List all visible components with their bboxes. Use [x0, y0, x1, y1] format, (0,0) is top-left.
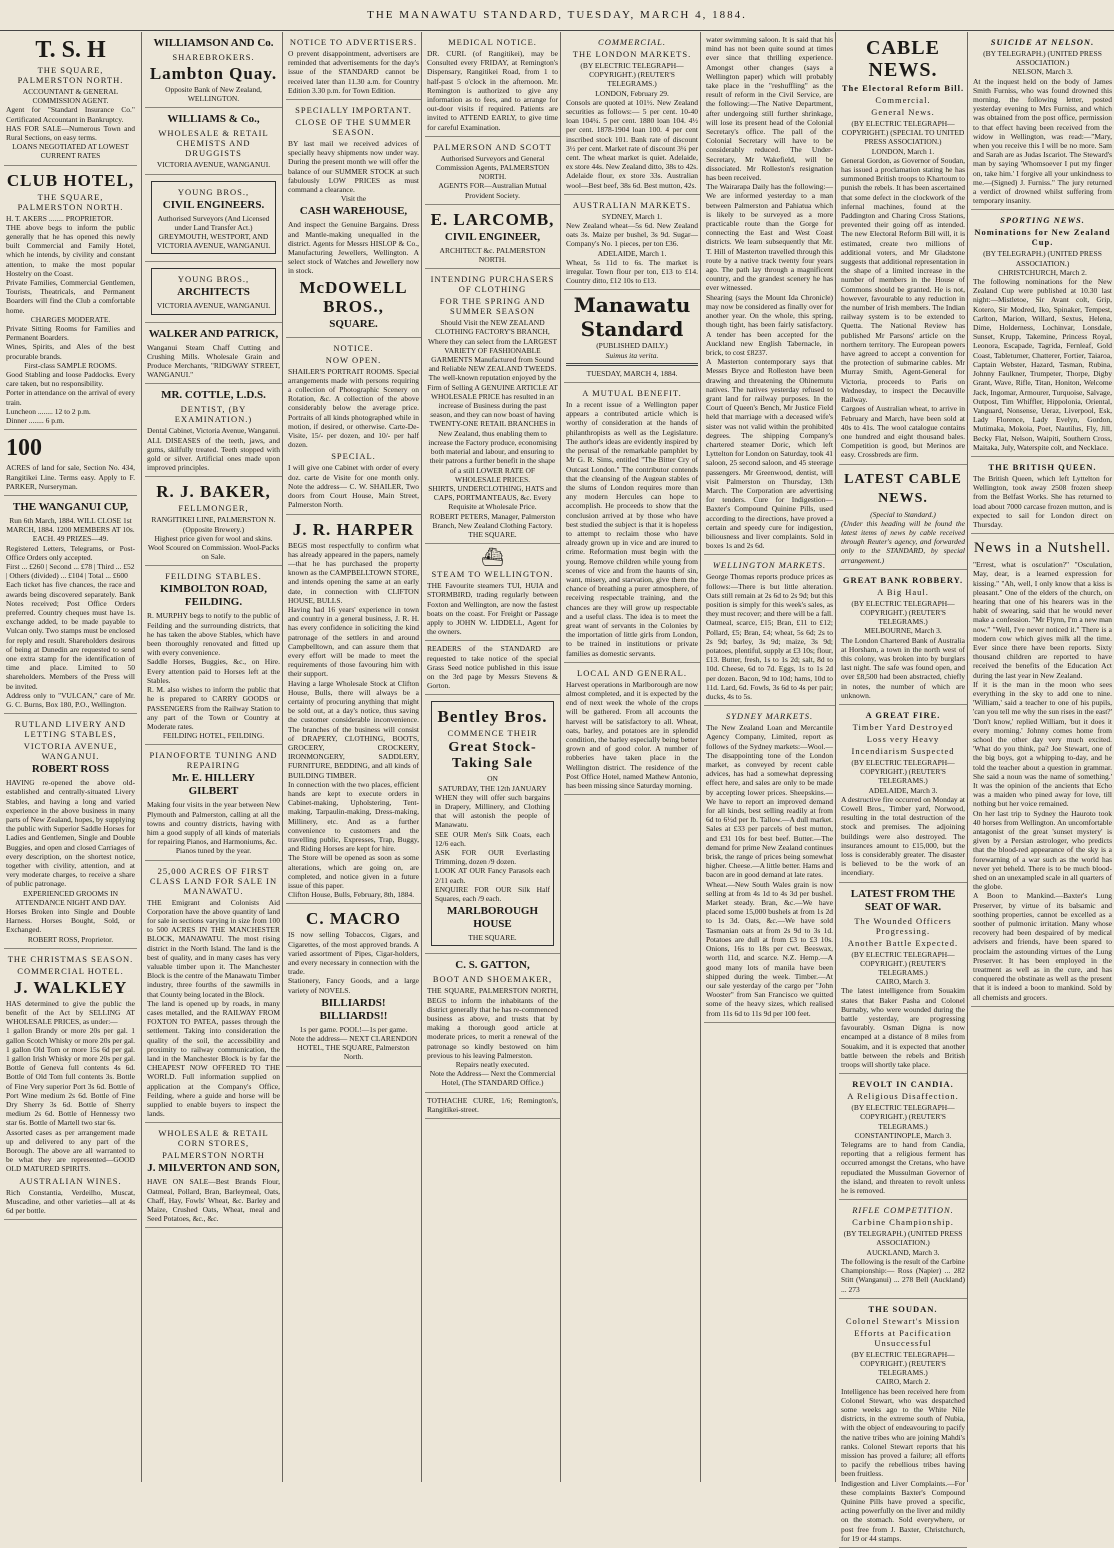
advert-body: TOTHACHE CURE, 1/6; Remington's, Rangitikei-street.: [427, 1095, 558, 1114]
advert-subtitle: THE SQUARE, PALMERSTON NORTH.: [17, 191, 124, 212]
clothing-factory-advert: [425, 269, 560, 544]
advert-title: 100: [6, 435, 42, 462]
section-title: News in a Nutshell.: [973, 540, 1112, 557]
advert-title: C. MACRO: [306, 909, 401, 929]
advert-title: NOTICE.: [333, 342, 374, 353]
advert-frame: [151, 268, 276, 314]
surveyors-advert: [425, 137, 560, 205]
harper-advert: [286, 515, 421, 905]
advert-subtitle: NOW OPEN.: [325, 354, 382, 365]
advert-title: MEDICAL NOTICE.: [448, 37, 537, 47]
column-6: [700, 32, 835, 1482]
advert-body: THE SQUARE, PALMERSTON NORTH, BEGS to inform the inhabitants of the district generally that he has re-commenced business as above, and trusts that by making a thorough good article at moderate prices, to merit a renewal of the patronage so kindly bestowed on him previous to his leaving Palmerston.: [427, 986, 558, 1060]
advert-body: HAVING re-opened the above old-established and centrally-situated Livery Stables, and having a long and varied experience in the above business in many parts of New Zealand, hopes, by supplying the public with Superior Saddle Horses for Ladies and Gentlemen, Single and Double Buggies, and open and closed Carriages of every description, on the shortest notice, together with civility, attention, and at very moderate charges, to receive a share of public patronage.: [6, 778, 135, 889]
advert-body: EXPERIENCED GROOMS IN ATTENDANCE NIGHT AND DAY.: [15, 888, 126, 907]
williamson-advert: [145, 32, 282, 108]
advert-body: Repairs neatly executed.: [455, 1060, 530, 1070]
advert-title: INTENDING PURCHASERS OF CLOTHING: [430, 274, 555, 295]
advert-proprietor: H. T. AKERS ........ PROPRIETOR.: [6, 213, 114, 223]
dateline: ADELAIDE, March 3.: [868, 785, 938, 795]
advert-title: PALMERSON AND SCOTT: [433, 141, 552, 152]
nutshell-news: [971, 534, 1114, 1007]
standard-nameplate: [564, 290, 700, 383]
advert-hours: Luncheon ........ 12 to 2 p.m.: [6, 406, 91, 416]
dateline: LONDON, February 29.: [595, 88, 669, 98]
newspaper-title: Manawatu Standard: [573, 293, 691, 342]
dateline: CAIRO, March 3.: [875, 977, 931, 987]
advert-title: SPECIALLY IMPORTANT.: [295, 105, 412, 116]
young-bros-engineers-advert: [145, 175, 282, 263]
advert-name: J. WALKLEY: [13, 977, 128, 997]
advert-title: J. R. HARPER: [292, 519, 415, 539]
advert-signature: ROBERT PETERS, Manager, Palmerston Branch, New Zealand Clothing Factory. THE SQUARE.: [429, 511, 556, 539]
advert-body: And inspect the Genuine Bargains. Dress and Mantle-making unequalled in the district. Agents for Messrs HISLOP & Co., Manufacturing Jewellers, Wellington. A select stock of Watches and Jewellery now in stock.: [288, 220, 419, 276]
advert-name: ROBERT ROSS: [31, 763, 110, 776]
advert-subtitle: COMMENCE THEIR: [447, 728, 538, 739]
advert-frame: [151, 181, 276, 255]
local-general-article: [564, 663, 700, 795]
article-body: The British Queen, which left Lyttelton for Wellington, took away 2508 frozen sheep from the Belfast Works. She has returned to load about 7000 carcase frozen mutton, and is expected to sail for London direct on Thursday.: [973, 473, 1112, 529]
advert-title: THE CHRISTMAS SEASON.: [7, 953, 134, 964]
section-subtitle: Loss very Heavy: [866, 733, 940, 744]
dateline: CAIRO, March 2.: [875, 1377, 931, 1387]
article-body: Consols are quoted at 101½. New Zealand securities as follows:— 5 per cent. 10-40 loan 104¼. 5 per cent. 1880 loan 104. 4½ per cent. 1878-1904 loan 100. 4 per cent inscribed stock 101. Bank rate of discount 3½ per cent. Market rate of discount 3¼ per cent. The wheat market is quiet. Adelaide, ex store 44s. New Zealand ditto, 38s to 42s. Adelaide flour, ex store 33s. Australian wool—Best beef, 38s 6d. Best mutton, 42s.: [566, 97, 698, 190]
advert-body: ON: [487, 774, 498, 784]
advert-body: Good Stabling and loose Paddocks. Every care taken, but no responsibility.: [6, 370, 135, 389]
article-body: A Boon to Mankind.—Baxter's Lung Preserver, by virtue of its balsamic and soothing properties, cannot be excelled as a soother of pulmonic irritation. Many whose recovery had been despaired of by medical advisers and friends, have been spared to proclaim the astounding virtues of the Lung Preserver. It has been employed in the treatment as well as in the cure, and has conquered the obstinate as well as the present that it is indeed a boon to mankind. Sold by all chemists and grocers.: [973, 891, 1112, 1002]
advert-body: Rich Constantia, Verdeilho, Muscat, Muscadine, and other varieties—all at 4s 6d per bottle.: [6, 1187, 135, 1216]
article-body: At the inquest held on the body of James Smith Furniss, who was found drowned this morning, the following letter, posted yesterday evening to Mrs Furniss, and which was obtained from the post office, permission to that effect having been received from the widow in Wellington, was read:—"Mary, when you receive this I will be no more. Sam and Sarah are as Judas Iscariot. The Steward's man by saying 'Whomsoever I put my finger on, take him.' I forgive all your unkindness to me.—(Signed) J. Furniss." The jury returned a verdict of drowned whilst suffering from temporary insanity.: [973, 76, 1112, 206]
chemists-advert: [145, 108, 282, 174]
advert-body: 1s per game. POOL!—1s per game.: [299, 1024, 408, 1034]
article-body: Wheat, 5s 11d to 6s. The market is irregular. Town flour per ton, £13 to £14. Country ditto, £12 10s to £13.: [566, 257, 698, 286]
advert-body: The Store will be opened as soon as some alterations, which are going on, are completed, and notice given in a future issue of this paper.: [288, 853, 419, 891]
medical-notice: [425, 32, 560, 137]
corn-stores-advert: [145, 1123, 282, 1228]
advert-body: I will give one Cabinet with order of every doz. carte de Visite for one month only. Note the address— C. W. SHAILER, Two doors from Court House, Main Street, Palmerston North.: [288, 463, 419, 510]
advert-subtitle: COMMERCIAL HOTEL.: [17, 965, 124, 976]
advert-body: Private Families, Commercial Gentlemen, Tourists, Theatricals, and Permanent Boarders will find the Club a comfortable home.: [6, 278, 135, 315]
advert-body: Making four visits in the year between New Plymouth and Palmerston, calling at all the towns and country districts, having with him a good supply of all kinds of materials for repairing Pianos, and Harmoniums, &c.: [147, 800, 280, 847]
advert-body: LOANS NEGOTIATED AT LOWEST CURRENT RATES: [12, 142, 129, 161]
australian-markets: [564, 195, 700, 291]
advert-frame: [431, 701, 554, 946]
fire-news: [839, 705, 967, 883]
section-title: LATEST FROM THE SEAT OF WAR.: [850, 887, 956, 913]
advert-title: MR. COTTLE, L.D.S.: [161, 389, 266, 402]
mutual-benefit-article: [564, 383, 700, 663]
dateline: CHRISTCHURCH, March 2.: [998, 267, 1087, 277]
advert-list: 1 gallon Brandy or more 20s per gal. 1 gallon Scotch Whisky or more 20s per gal. 1 gallon Old Tom or more 15s 6d per gal. 1 gallon Irish Whisky or more 20s per gal. Bottle of Geneva full contents 4s 6d. Bottle of Old Tom full contents 3s. Bottle of Fine Very superior Port 3s 6d. Bottle of Port Wine medium 2s 6d. Bottle of Fine Dry Sherry 3s 6d. Bottle of Sherry medium 2s 6d. Bottle of Hennessy two star 6s. Bottle of Martell two star 6s.: [6, 1026, 135, 1128]
toothache-advert: [425, 1093, 560, 1119]
advert-name: J. MILVERTON AND SON,: [147, 1162, 280, 1175]
dateline: MELBOURNE, March 3.: [864, 626, 942, 636]
prize-table: First ... £260 | Second ... £78 | Third ... £52 | Others (divided) ... £104 | Total ... £600: [6, 561, 135, 581]
advert-signature: THE SQUARE.: [468, 933, 517, 943]
advert-body: R. MURPHY begs to notify to the public of Feilding and the surrounding districts, that he has taken the above Stables, which have been thoroughly renovated and fitted up with every convenience.: [147, 611, 280, 658]
section-subtitle: Nominations for New Zealand Cup.: [974, 227, 1111, 248]
land-sale-advert: [4, 430, 137, 496]
advert-body: Visit the: [340, 194, 367, 204]
motto: Suimus ita verita.: [605, 350, 659, 360]
article-body: The London Chartered Bank of Australia at Horsham, a town in the north west of this colony, was broken into by burglars last night. The safe was found open, and over £8,500 had been abstracted, chiefly in notes, the number of which are unknown.: [841, 635, 965, 700]
advert-subtitle: KIMBOLTON ROAD, FEILDING.: [160, 583, 267, 609]
advert-title: C. S. GATTON,: [455, 959, 530, 972]
section-subtitle: General News.: [871, 107, 935, 117]
article-body: The New Zealand Loan and Mercantile Agency Company, Limited, report as follows of the Sydney markets:—Wool.—The disappointing tone of the London market, as conveyed by recent cable advices, has had a somewhat depressing effect here, and sales are only to be made by accepting lower prices. Sheepskins.—We have to report an improved demand for all kinds, best selling readily at from 6d to 6½d per lb. Tallow.—A dull market. Sales at £33 per parcels of best mutton, and £31 10s for best beef. Butter.—The demand for prime New Zealand continues brisk, the range of prices being somewhat higher. Cheese.—A little better. Hams and bacon are in good demand at late rates.: [706, 723, 833, 880]
column-4: [421, 32, 560, 1482]
candia-news: [839, 1074, 967, 1200]
advert-signature: Note the address— NEXT CLARENDON HOTEL, THE SQUARE, Palmerston North.: [289, 1034, 418, 1062]
advert-name: Great Stock-Taking Sale: [448, 740, 537, 772]
advert-body: The well-known reputation enjoyed by the Firm of Selling A GENUINE ARTICLE AT WHOLESALE PRICE has resulted in an increase of Business during the past season, and they can now boast of having TWENTY-ONE RETAIL BRANCHES in New Zealand, thus enabling them to increase the Factory produce, economising both material and labour, and ensuring to their patrons a further benefit in the shape of a still LOWER RATE OF WHOLESALE PRICES.: [427, 373, 558, 484]
advert-body: R. M. also wishes to inform the public that he is prepared to CARRY GOODS or PASSENGERS from the Railway Station to any part of the Town or Country at Moderate rates.: [147, 685, 280, 731]
section-title: SPORTING NEWS.: [1000, 215, 1085, 226]
british-queen-news: [971, 457, 1114, 534]
manchester-block-advert: [145, 861, 282, 1124]
advert-title: E. LARCOMB,: [430, 209, 555, 229]
advert-body: BEGS most respectfully to confirm what has already appeared in the papers, namely—that he has purchased the property known as the CAMPBELLTOWN STORE, and intends opening the same at an early date, in connection with CLIFTON HOUSE, BULLS.: [288, 540, 419, 605]
advert-name: Mr. E. HILLERY GILBERT: [172, 772, 255, 798]
advert-body: THE above begs to inform the public generally that he has opened this newly built Commercial and Family Hotel, which he intends, by civility and constant attention, to make the most popular Hostelry on the Coast.: [6, 222, 135, 278]
issue-date: TUESDAY, MARCH 4, 1884.: [586, 368, 678, 378]
advert-title: Bentley Bros.: [437, 707, 548, 727]
advert-signature: SQUARE.: [329, 317, 378, 330]
article-body: Harvest operations in Marlborough are now almost completed, and it is expected by the end of next week the whole of the crops will be gathered. From all accounts the harvest will be satisfactory to all. Wheat, oats, barley, and potatoes are in splendid condition, the barley especially being better grown and of good color. A number of robberies have taken place in the Wellington district. The residence of the Post Office Hotel, named Mathew Antonio, has been missing since Saturday morning.: [566, 679, 698, 790]
advert-title: 25,000 ACRES OF FIRST CLASS LAND FOR SALE IN MANAWATU.: [149, 865, 278, 896]
column-2: [141, 32, 282, 1482]
article-body: On her last trip to Sydney the Hauroto took 40 horses from Wellington. An uncomfortable antagonist of the great 'sunset mystery' is given by a Persian astrologer, who predicts that the blood-red appearance of the sky is a forewarning of a war such as the world has never yet beheld. There is to be much blood-shed on an unexampled scale in all quarters of the globe.: [973, 808, 1112, 892]
section-subtitle: Colonel Stewart's Mission: [845, 1315, 961, 1326]
advert-signature: McDOWELL BROS.,: [299, 277, 408, 316]
advert-body: AGENTS FOR—Australian Mutual Provident Society.: [438, 181, 547, 200]
bank-robbery-news: [839, 570, 967, 705]
advert-title: STEAM TO WELLINGTON.: [431, 569, 554, 580]
notice-to-advertisers: [286, 32, 421, 100]
telegram-source: (BY ELECTRIC TELEGRAPH—COPYRIGHT.) (REUTER'S TELEGRAMS.): [851, 598, 955, 627]
section-title: LATEST CABLE NEWS.: [844, 471, 962, 506]
telegram-source: (BY ELECTRIC TELEGRAPH—COPYRIGHT.) (REUTER'S TELEGRAMS.): [851, 1103, 955, 1131]
latest-cable-news: [839, 465, 967, 570]
article-body: The latest intelligence from Souakim states that Baker Pasha and Colonel Burnaby, who were wounded during the battle yesterday, are progressing favourably. Osman Digna is now encamped at a distance of 8 miles from Souakim, and it is expected that another battle between the rebels and British troops will shortly take place.: [841, 986, 965, 1070]
club-hotel-advert: [4, 166, 137, 431]
advert-signature: Clifton House, Bulls, February, 8th, 1884.: [288, 890, 415, 900]
column-7: [835, 32, 967, 1543]
london-markets: [564, 32, 700, 195]
advert-title: NOTICE TO ADVERTISERS.: [289, 37, 418, 47]
advert-body: LOOK AT OUR Fancy Parasols each 2/11 each.: [435, 866, 550, 885]
soudan-news: [839, 1299, 967, 1548]
dateline: CONSTANTINOPLE, March 3.: [854, 1130, 952, 1140]
section-subtitle: THE LONDON MARKETS.: [572, 49, 692, 59]
advert-body: O prevent disappointment, advertisers are reminded that advertisements for the day's issue of the STANDARD cannot be received later than 11.30 a.m. for Country Edition 3.30 p.m. for Town Edition.: [288, 49, 419, 95]
advert-body: HAVE ON SALE—Best Brands Flour, Oatmeal, Pollard, Bran, Barleymeal, Oats, Chaff, Hay, Fowls' Wheat, &c. Barley and Maize, Crushed Oats, Wheat, meal and Seed Potatoes, &c., &c.: [147, 1177, 280, 1224]
advert-body: Porter in attendance on the arrival of every train.: [6, 388, 135, 407]
accountant-advert: [4, 32, 137, 166]
advert-body: Private Sitting Rooms for Families and Permanent Boarders.: [6, 324, 135, 343]
advert-subtitle: FOR THE SPRING AND SUMMER SEASON: [439, 296, 546, 317]
article-body: General Gordon, as Governor of Soudan, has issued a proclamation stating he has summoned British troops to Khartoum to punish the rebels. It has been ascertained that some defect in the clockwork of the infernal machines, found at the Paddington and Charing Cross Stations, prevented their going off as intended. The new Electoral Reform Bill will, it is estimated, create two millions of additional voters, and Mr Gladstone suggests that additional representation in the shape of a limited increase in the number of members in the House of Commons should be granted. He is not, however, favourable to any reduction in the number of Irish members. The Indian railway system is to be extended to Quetta. The National Review has published Mr Parsons' article on the northern territory. The European powers have agreed to accept a convention for the protection of submarine cables. Mr Murray Smith, Agent-General for Victoria, proceeds to Paris on Wednesday, to inspect the Decauville Railway.: [841, 155, 965, 405]
advert-title: FEILDING STABLES.: [165, 571, 262, 582]
advert-body: ASK FOR OUR Everlasting Trimming, dozen /9 dozen.: [435, 847, 550, 867]
livery-stables-advert: [4, 714, 137, 949]
advert-body: Dental Cabinet, Victoria Avenue, Wanganui. ALL DISEASES of the teeth, jaws, and gums, skilfully treated. Teeth stopped with gold or silver. Artificial ones made upon improved principles.: [147, 426, 280, 473]
fellmonger-advert: [145, 477, 282, 566]
article-body: "Errest, what is osculation?" "Osculation, May, dear, is a learned expression for kissing." "Ah, well, I only know that a kiss is pleasant." One of the elders of the church, on hearing that one of his hearers was in the habit of swearing, said that he would never make a confession. "Mr Flynn, I'm a new man now." "Well, I've never noticed it." There is a modern cow which gives milk all the time. Ever since there have been reports. Sixty thousand children are reported to have received the benefits of the Education Act during the last year in New Zealand.: [973, 560, 1112, 680]
section-subtitle: A Religious Disaffection.: [847, 1091, 959, 1102]
advert-title: THE WANGANUI CUP,: [12, 500, 129, 513]
advert-body: HAS determined to give the public the benefit of the Act by SELLING AT WHOLESALE PRICES, as under:—: [6, 998, 135, 1027]
advert-body: Saddle Horses, Buggies, &c., on Hire. Every attention paid to Horses left at the Stables.: [147, 657, 280, 685]
advert-body: In connection with the two places, efficient hands are kept to execute orders in Cabinet-making, Upholstering, Tent-making, Tarpaulin-making, Dress-making, Millinery, etc. And as a further convenience to customers and the travelling public, Expresses, Trap, Buggy, and Riding Horses are kept for hire.: [288, 779, 419, 854]
advert-body: READERS of the STANDARD are requested to take notice of the special Grass Seed notice published in this issue on the 3rd page by Messrs Stevens & Gorton.: [427, 644, 558, 691]
advert-subtitle: AUSTRALIAN WINES.: [19, 1175, 122, 1186]
section-subtitle: Efforts at Pacification Unsuccessful: [854, 1327, 952, 1348]
advert-name: Lambton Quay.: [149, 64, 278, 83]
article-body: Indigestion and Liver Complaints.—For these complaints Baxter's Compound Quinine Pills have proved a specific, acting powerfully on the liver and mildly on the stomach. Sold everywhere, or post free from J. Baxter, Christchurch, for 19 or 44 stamps.: [841, 1478, 965, 1543]
article-title: A MUTUAL BENEFIT.: [582, 388, 682, 399]
advert-subtitle: ARCHITECTS: [177, 286, 250, 299]
advert-body: Wool Scoured on Commission. Wool-Packs on Sale.: [147, 543, 280, 562]
column-5: [560, 32, 700, 1482]
section-title: SUICIDE AT NELSON.: [990, 37, 1095, 47]
section-subtitle: Carbine Championship.: [852, 1217, 954, 1228]
war-news: [839, 883, 967, 1075]
telegram-source: (BY ELECTRIC TELEGRAPH—COPYRIGHT.) (REUTER'S TELEGRAMS.): [851, 757, 955, 786]
advert-body: ARCHITECT &c. PALMERSTON NORTH.: [439, 245, 546, 265]
advert-body: VICTORIA AVENUE, WANGANUI.: [156, 301, 271, 311]
advert-title: YOUNG BROS.,: [177, 274, 250, 285]
advert-title: PIANOFORTE TUNING AND REPAIRING: [149, 750, 278, 771]
advert-body: ENQUIRE FOR OUR Silk Half Squares, each /9 each.: [435, 884, 550, 903]
cash-warehouse-advert: [286, 100, 421, 338]
gatton-advert: [425, 954, 560, 1092]
dateline: LONDON, March 1.: [871, 146, 935, 156]
advert-title: T. S. H: [35, 37, 106, 63]
section-title: SYDNEY MARKETS.: [725, 711, 814, 722]
advert-signature: FEILDING HOTEL, FEILDING.: [162, 731, 265, 741]
advert-subtitle: SPECIAL.: [331, 451, 376, 462]
steam-advert: [425, 544, 560, 641]
section-title: GREAT BANK ROBBERY.: [842, 574, 964, 585]
section-title: COMMERCIAL.: [598, 37, 666, 47]
advert-body: Each ticket has five chances, the race and awards being discovered separately. Bank Notes received; Post Office Orders preferred. Country cheques must have 1s. exchange added, to be made payable to Vulcan only. Two stamps must be enclosed for reply and result. Shareholders desirous of being at Dunedin are requested to send one extra stamp for the identification of time and place. Limited to 50 shareholders. Members of the Press will be invited.: [6, 580, 136, 691]
article-body: Wheat.—New South Wales grain is now selling at from 4s 1d to 4s 3d per bushel. Market steady. Bran, &c.—We have placed some 15,000 bushels at from 1s 2d to 1s 3d. Oats, &c.—We have sold Tasmanian oats at from 2s 9d to 3s 1d. Potatoes are dull at from £3 to £3 10s. Onions, 16s to 18s per cwt. Beeswax, worth 11d, and scarce. N.Z. Hemp.—A good many lots of manila have been shipped during the week. Timber.—At our sale yesterday of the cargo per "John Wooster" from San Francisco we quitted some of the heavy sizes, which realised from 11s 6d to 11s 9d per 100 feet.: [706, 879, 833, 1018]
advert-subtitle: VICTORIA AVENUE, WANGANUI.: [23, 741, 118, 762]
dateline: ADELAIDE, March 1.: [597, 248, 667, 258]
advert-rooms: First-class SAMPLE ROOMS.: [24, 360, 117, 370]
divider: [566, 363, 698, 366]
advert-title: RUTLAND LIVERY AND LETTING STABLES,: [14, 719, 127, 740]
advert-body: ACRES of land for sale, Section No. 434, Rangitikei Line. Terms easy. Apply to F. PARKER, Nurseryman.: [6, 463, 135, 491]
column-1: [4, 32, 137, 1482]
advert-subtitle: THE SQUARE, PALMERSTON NORTH.: [17, 65, 124, 85]
advert-body: Pianos tuned by the year.: [175, 846, 252, 856]
advert-body: Stationery, Fancy Goods, and a large variety of NOVELS.: [288, 976, 419, 995]
wanganui-cup-advert: [4, 496, 137, 714]
advert-subtitle: FELLMONGER,: [178, 503, 249, 514]
page-masthead: THE MANAWATU STANDARD, TUESDAY, MARCH 4, 1884.: [0, 0, 1114, 31]
article-body: If it is the man in the moon who sees everything in the sky to add one to nine. 'William,' said a teacher to one of his pupils, 'can you tell me why the sun rises in the east?' 'Don't know,' replied William, 'but it does it every morning.' Johnny comes home from school the other day very much excited. 'What do you think, pa? Joe Stewart, one of the big boys, got a whipping to-day, and he told the teacher about a question in grammar. She said a noun was the name of something.' It was the opinion of the ancients that Echo was a maiden who pined away for love, till nothing but her voice remained.: [973, 679, 1112, 809]
advert-subtitle: BOOT AND SHOEMAKER,: [432, 974, 553, 985]
section-subtitle: The Electoral Reform Bill.: [841, 83, 965, 93]
telegram-source: (BY ELECTRIC TELEGRAPH—COPYRIGHT.) (SPECIAL TO UNITED PRESS ASSOCIATION.): [841, 119, 965, 147]
article-body: In a recent issue of a Wellington paper appears a contributed article which is worthy of consideration at the hands of philanthropists as well as the Legislature. The author's ideas are evidently inspired by the perusal of the remarkable pamphlet by Mr G. R. Sims, entitled "The Bitter Cry of Outcast London." The contributor contends that the cleansing of the Augean stables of the slums of London requires more than any modern Hercules can hope to accomplish. He proceeds to show that the conclusion arrived at by those who have best studied the subject is that it is hopeless to attempt to reclaim those who have already grown up in vice and are inured to crime. Reformation must begin with the young. Remove children while young from scenes of vice and from the haunts of sin, want, misery, and starvation, give them the chance of breathing a purer atmosphere, of receiving respectable training, and the chances are they will grow up respectable and a useful class. The idea is to meet the great want of servants in the Colonies by the importation of little girls from London, to be trained in institutions or private families as domestic servants.: [566, 400, 698, 658]
section-subtitle: Commercial.: [875, 95, 931, 105]
telegram-source: (BY ELECTRIC TELEGRAPH—COPYRIGHT.) (REUTER'S TELEGRAMS.): [851, 1349, 955, 1378]
telegram-source: (BY TELEGRAPH.) (UNITED PRESS ASSOCIATION.): [983, 249, 1102, 268]
advert-body: Horses Broken into Single and Double Harness. Horses Bought, Sold, or Exchanged.: [6, 907, 135, 935]
article-body: Intelligence has been received here from Colonel Stewart, who was despatched some weeks ago to the White Nile districts, in the extreme south of Nubia, with the object of endeavouring to pacify the native tribes who are joining Mahdi's ranks. Colonel Stewart reports that his mission has proved a failure; all efforts to pacify the rebellious tribes having been fruitless.: [841, 1386, 965, 1479]
section-title: CABLE NEWS.: [866, 37, 940, 81]
article-body: The following nominations for the New Zealand Cup were published at 10.30 last night:—Mistletoe, Sir Avant colt, Grip, Kotero, Sir Modred, Iko, Spinaker, Tempest, Carlton, Marion, Willard, Sextus, Helena, Dime, Holderness, Lochinvar, Lonsdale, Sunset, Krupp, Takemine, Princess Royal, Leonora, Escapade, Tagrida, Fernleaf, Gold Coast, Tableturner, Chatterer, Fortier, Taiaroa, Captain Webster, Hazard, Tasman, Rubina, Johnny Faulkner, Trumpeter, Thorpe, Digby Grant, Wave, Rifle, Titan, Honiton, Welcome Jack, Ingomar, Armourer, Turquoise, Salvage, Outpost, Tim Whiffler, Hippolonia, Oriental, Vanguard, Nonsense, Ueraz, Liverpool, Esk, Lady Florence, Lady Evelyn, Gordon, Mutimaka, Mokoia, Poet, Nautilus, Fly, Jill, Becky Flat, Nelson, Waipiti, Southern Cross, Maitaka, July, Waterspite colt, and Necklace.: [973, 277, 1112, 452]
advert-body: Authorised Surveyors and General Commission Agents, PALMERSTON NORTH.: [435, 153, 550, 182]
advert-title: CLUB HOTEL,: [6, 170, 135, 190]
section-title: THE SOUDAN.: [868, 1303, 938, 1314]
article-body: Shearing (says the Mount Ida Chronicle) may now be considered as finally over for another year. On the whole, this spring, though tight, has been fairly satisfactory. A tender has been accepted for the Auckland new English Tabernacle, in brick, to cost £8237.: [706, 292, 833, 357]
column-8: [967, 32, 1114, 1482]
macro-advert: [286, 904, 421, 1066]
telegram-source: (BY TELEGRAPH.) (UNITED PRESS ASSOCIATION.): [843, 1229, 963, 1248]
advert-body: RANGITIKEI LINE, PALMERSTON N. (Opposite Brewery.): [151, 515, 276, 534]
wellington-markets: [704, 555, 835, 706]
advert-subtitle: WHOLESALE & RETAIL CHEMISTS AND DRUGGISTS: [158, 128, 269, 159]
section-subtitle: (Special to Standard.): [870, 509, 936, 519]
piano-tuning-advert: [145, 745, 282, 860]
dentist-advert: [145, 384, 282, 477]
suicide-news: [971, 32, 1114, 210]
advert-body: WHEN they will offer such bargains in Drapery, Millinery, and Clothing that will astonish the people of Manawatu.: [435, 792, 550, 830]
advert-body: THE Favourite steamers TUI, HUIA and STORMBIRD, trading regularly between Foxton and Wellington, are now the fastest boats on the coast. For Freight or Passage apply to JOHN W. LIDDELL, Agent for the owners.: [427, 581, 558, 637]
article-body: A destructive fire occurred on Monday at Cowell Bros., Timber yard, Norwood, resulting in the total destruction of the stock and premises. The adjoining buildings were also destroyed. The insurances amount to £15,000, but the loss is considerably greater. The disaster is believed to be the work of an incendiary.: [841, 794, 965, 878]
advert-body: SEE OUR Men's Silk Coats, each 12/6 each.: [435, 829, 550, 848]
advert-subtitle: SHAREBROKERS.: [172, 52, 255, 62]
telegram-source: (BY TELEGRAPH.) (UNITED PRESS ASSOCIATION.): [983, 49, 1102, 68]
article-body: New Zealand wheat—5s 6d. New Zealand oats 3s. Maize per bushel, 3s 9d. Sugar—Company's No. 1 pieces, per ton £36.: [566, 221, 698, 249]
advert-body: Wines, Spirits, and Ales of the best procurable brands.: [6, 342, 135, 361]
article-body: Cargoes of Australian wheat, to arrive in February and March, have been sold at 40s to 41s. The wool catalogue contains one hundred and eight thousand bales. Competition is good, but Merinos are easy. Crossbreds are firm.: [841, 404, 965, 460]
article-body: The following is the result of the Carbine Championship:— Ross (Napier) ... 282 Stitt (Wanganui) ... 278 Bell (Auckland) ... 273: [841, 1256, 965, 1294]
advert-body: SHIRTS, UNDERCLOTHING, HATS and CAPS, PORTMANTEAUS, &c. Every Requisite at Wholesale Price.: [428, 483, 557, 512]
section-subtitle: Incendiarism Suspected: [851, 745, 955, 756]
advert-body: IS now selling Tobaccos, Cigars, and Cigarettes, of the most approved brands. A varied assortment of Pipes, Cigar-holders, and every necessary in connection with the trade.: [288, 930, 419, 977]
feilding-stables-advert: [145, 566, 282, 745]
advert-title: WHOLESALE & RETAIL CORN STORES,: [158, 1128, 269, 1149]
advert-name: CASH WAREHOUSE,: [299, 205, 408, 218]
dateline: NELSON, March 3.: [1012, 67, 1073, 77]
column-3: [282, 32, 421, 1482]
article-body: The Wairarapa Daily has the following:—We are informed yesterday to a man between Palmerston and Pahiatua which is likely to be surveyed as a more practicable route than the Gorge for connecting the East and West Coast districts. We learn subsequently that Mr. T. Hill of Masterton travelled through this route by a native track twenty four years ago. The path lay through a magnificent country, and the grandest scenery he has ever witnessed.: [706, 182, 833, 293]
advert-title: R. J. BAKER,: [156, 482, 271, 502]
article-body: George Thomas reports produce prices as follows:—There is but little alteration. Oats still remain at 2s 6d to 2s 9d; but this position is simply for this week's sales, as they must recover; and there will be a fall. Oatmeal, scarce, £15; Bran, £11 to £12; Pollard, £5; Bran, £4; wheat, 5s 6d; 2s to 2s 9d; barley, 3s 9d; maize, 3s 9d; potatoes, plentiful, supply at £3 10s; flour, £13. Butter, fresh, 1s to 1s 2d; salt, 8d to 10d. Cheese, 6d to 7d. Eggs, 1s to 1s 2d per dozen. Bacon, 9d to 10d; hams, 10d to 11d. Lard, 6d. Fowls, 3s 6d to 4s per pair; ducks, 4s to 5s.: [706, 572, 833, 702]
advert-body: BY last mail we received advices of specially heavy shipments now under way. During the present month we will offer the balance of our SUMMER STOCK at such fabulously LOW PRICES as must command a clearance.: [288, 139, 419, 195]
section-title: A GREAT FIRE.: [865, 709, 941, 720]
telegram-source: (BY ELECTRIC TELEGRAPH—COPYRIGHT.) (REUTER'S TELEGRAMS.): [580, 61, 684, 89]
advert-body: Having a large Wholesale Stock at Clifton House, Bulls, there will always be a certainty of procuring anything that might be sold out, at a day's notice, thus saving the customer considerable inconvenience. The branches of the business will consist of DRAPERY, CLOTHING, BOOTS, GROCERY, CROCKERY, IRONMONGERY, SADDLERY, FURNITURE, BEDDING, and all kinds of BUILDING TIMBER.: [288, 678, 419, 780]
commercial-hotel-advert: [4, 949, 137, 1220]
advert-date: SATURDAY, THE 12th JANUARY: [438, 783, 547, 793]
advert-address: Address only to "VULCAN," care of Mr. G. C. Burns, Box 180, P.O., Wellington.: [6, 690, 135, 709]
article-title: LOCAL AND GENERAL.: [577, 667, 687, 678]
publication-note: (PUBLISHED DAILY.): [596, 341, 668, 351]
advert-signature: MARLBOROUGH HOUSE: [446, 905, 539, 931]
advert-body: Having had 16 years' experience in town and country in a general business, J. R. H. has every confidence in soliciting the kind patronage of the settlers in and around Campbelltown, and can assure them that every effort will be made to meet the requirements of those favouring him with their support.: [288, 604, 419, 679]
advert-body: Wanganui Steam Chaff Cutting and Crushing Mills. Wholesale Grain and Produce Merchants, "RIDGWAY STREET, WANGANUI.": [147, 342, 280, 380]
advert-body: THE Emigrant and Colonists Aid Corporation have the above quantity of land for sale in sections varying in size from 100 to 500 ACRES IN THE MANCHESTER BLOCK, MANAWATU. The most rising district in the North Island. The land is the best of quality, and in many cases has very valuable timber upon it. The Manchester Block is the centre of the Manawatu Timber industry, three fourths of the sawmills in that County being located in the Block.: [147, 897, 280, 999]
article-body: (Under this heading will be found the latest items of news by cable received through Reuter's agency, and forwarded only to the STANDARD, by special arrangement.): [841, 518, 965, 565]
steamer-icon: ⛴: [481, 547, 504, 568]
section-title: REVOLT IN CANDIA.: [852, 1079, 954, 1090]
section-subtitle: Timber Yard Destroyed: [852, 721, 954, 732]
advert-subtitle: PALMERSTON NORTH: [162, 1150, 265, 1161]
advert-title: YOUNG BROS.,: [177, 186, 250, 197]
advert-body: SHAILER'S PORTRAIT ROOMS. Special arrangements made with persons requiring a collection of Photographic Scenery on Rotation, &c. A collection of the above considerably below the average price. Portraits of all kinds photographed while in motion, if desired, or otherwise. Carte-De-Visite, 15/- per dozen, and 10/- per half dozen.: [288, 366, 419, 450]
bentley-bros-advert: [425, 695, 560, 954]
advert-title: WILLIAMS & Co.,: [167, 113, 260, 126]
general-news-continued: [704, 32, 835, 555]
section-title: WELLINGTON MARKETS.: [712, 560, 827, 571]
advert-body: Agent for "Standard Insurance Co." Certificated Accountant in Bankruptcy.: [6, 105, 135, 124]
readers-notice: [425, 641, 560, 695]
section-subtitle: The Wounded Officers Progressing.: [854, 915, 952, 936]
advert-body: Run 6th March, 1884. WILL CLOSE 1st MARCH, 1884. 1200 MEMBERS AT 10s. EACH. 49 PRIZES—49.: [6, 515, 135, 544]
advert-body: VICTORIA AVENUE, WANGANUI.: [156, 160, 271, 170]
advert-body: Registered Letters, Telegrams, or Post-Office Orders only accepted.: [6, 543, 135, 562]
advert-body: Assorted cases as per arrangement made up and delivered to any part of the Borough. The above are all warranted to be what they are represented—GOOD OLD MATURED SPIRITS.: [6, 1127, 135, 1174]
advert-title: WILLIAMSON AND Co.: [153, 37, 274, 49]
advert-body: ACCOUNTANT & GENERAL COMMISSION AGENT.: [22, 87, 119, 106]
advert-charges: CHARGES MODERATE.: [30, 314, 111, 324]
portrait-rooms-advert: [286, 338, 421, 515]
advert-subtitle: CIVIL ENGINEERS.: [162, 198, 265, 211]
advert-subtitle: DENTIST, (BY EXAMINATION.): [174, 404, 253, 425]
dateline: SYDNEY, March 1.: [601, 211, 663, 221]
section-title: RIFLE COMPETITION.: [852, 1205, 954, 1216]
advert-body: DR. CURL (of Rangitikei), may be Consulted every FRIDAY, at Remington's Dispensary, Rangitikei Road, from 1 to half-past 5 o'clock in the afternoon. Mr. Remington is authorized to give any information as to fees, and to arrange for out-door visits if required. Patients are invited to ATTEND EARLY, to give time for careful Examination.: [427, 49, 558, 132]
advert-subtitle: BILLIARDS! BILLIARDS!!: [319, 996, 388, 1022]
article-body: A Masterton contemporary says that Messrs Bryce and Rolleston have been drawing and threatening the Ohinemutu natives. The natives yesterday refused to grant land for railway purposes. In the Court of Queen's Bench, Mr Justice Field held that marriage with a deceased wife's sister was not valid within the prohibited degrees. The shipping Company's chartered steamer Doric, which left Lyttelton for London on Saturday, took 41 saloon, 25 second saloon, and 45 steerage passengers. Mr Greenwood, dentist, will visit Palmerston on Thursday, 13th March. The Corporation are advertising for tenders. Cure for Indigestion—Baxter's Compound Quinine Pills, used according to the directions, have proved a certain and speedy cure for indigestion, biliousness and liver complaints. Sold in boxes 1s and 2s 6d.: [706, 357, 833, 551]
walker-patrick-advert: [145, 323, 282, 385]
advert-signature: Note the Address— Next the Commercial Hotel, (The STANDARD Office.): [429, 1069, 556, 1088]
larcomb-advert: [425, 205, 560, 269]
cable-news: [839, 32, 967, 465]
section-subtitle: Another Battle Expected.: [847, 937, 959, 948]
young-bros-architects-advert: [145, 262, 282, 322]
advert-body: Authorised Surveyors (And Licensed under Land Transfer Act.) GREYMOUTH, WESTPORT, AND VICTORIA AVENUE, WANGANUI.: [156, 213, 271, 251]
section-title: THE BRITISH QUEEN.: [988, 461, 1097, 472]
dateline: AUCKLAND, March 3.: [866, 1247, 940, 1257]
rifle-news: [839, 1200, 967, 1298]
advert-body: HAS FOR SALE—Numerous Town and Rural Sections, on easy terms.: [6, 123, 135, 143]
advert-body: Should Visit the NEW ZEALAND CLOTHING FACTORY'S BRANCH, Where they can select from the LARGEST VARIETY OF FASHIONABLE GARMENTS Manufactured from Sound and Reliable NEW ZEALAND TWEEDS.: [427, 318, 558, 374]
section-title: AUSTRALIAN MARKETS.: [572, 199, 692, 210]
advert-body: The land is opened up by roads, in many cases metalled, and the RAILWAY FROM FOXTON TO PATEA, passes through the settlement. Taking into consideration the quality of the soil, the accessibility and proximity to railway communication, the land in the Manchester Block is by far the CHEAPEST NOW OFFERED TO THE WORLD. Full information supplied on application at the Company's Office, Feilding, where a guide and horse will be supplied to enable buyers to inspect the lands.: [147, 998, 280, 1119]
advert-subtitle: CIVIL ENGINEER,: [444, 230, 541, 243]
sydney-markets: [704, 706, 835, 1023]
telegram-source: (BY ELECTRIC TELEGRAPH—COPYRIGHT.) (REUTER'S TELEGRAMS.): [851, 949, 955, 978]
advert-hours: Dinner ........ 6 p.m.: [6, 416, 65, 426]
advert-body: Opposite Bank of New Zealand, WELLINGTON.: [165, 85, 262, 104]
article-body: Telegrams are to hand from Candia, reporting that a religious ferment has occurred amongst the Cretans, who have repudiated the Mussulman Governor of the island, and threaten to revolt unless he is removed.: [841, 1140, 965, 1196]
advert-body: Highest price given for wool and skins.: [154, 533, 273, 543]
section-subtitle: A Big Haul.: [877, 586, 929, 597]
article-body: water swimming saloon. It is said that his mind has not been quite sound at times ever since that thrilling experience. Amongst other changes (says a Wellington paper) which will probably take place in the "reshuffling" as the result of reform in the Civil Service, are the following:—The Native Department, after undergoing still further shrinkage, will lose its present head of the Colonial Secretary's office. The pall of the Colonial Secretary will have to be considerably reduced. The Under-Secretary, Mr Wakefield, will be dissociated. Mr Rolleston's resignation has been received.: [706, 35, 833, 183]
advert-subtitle: CLOSE OF THE SUMMER SEASON.: [295, 117, 412, 138]
sporting-news: [971, 210, 1114, 456]
advert-signature: ROBERT ROSS, Proprietor.: [27, 934, 114, 944]
advert-title: WALKER AND PATRICK,: [148, 327, 279, 340]
